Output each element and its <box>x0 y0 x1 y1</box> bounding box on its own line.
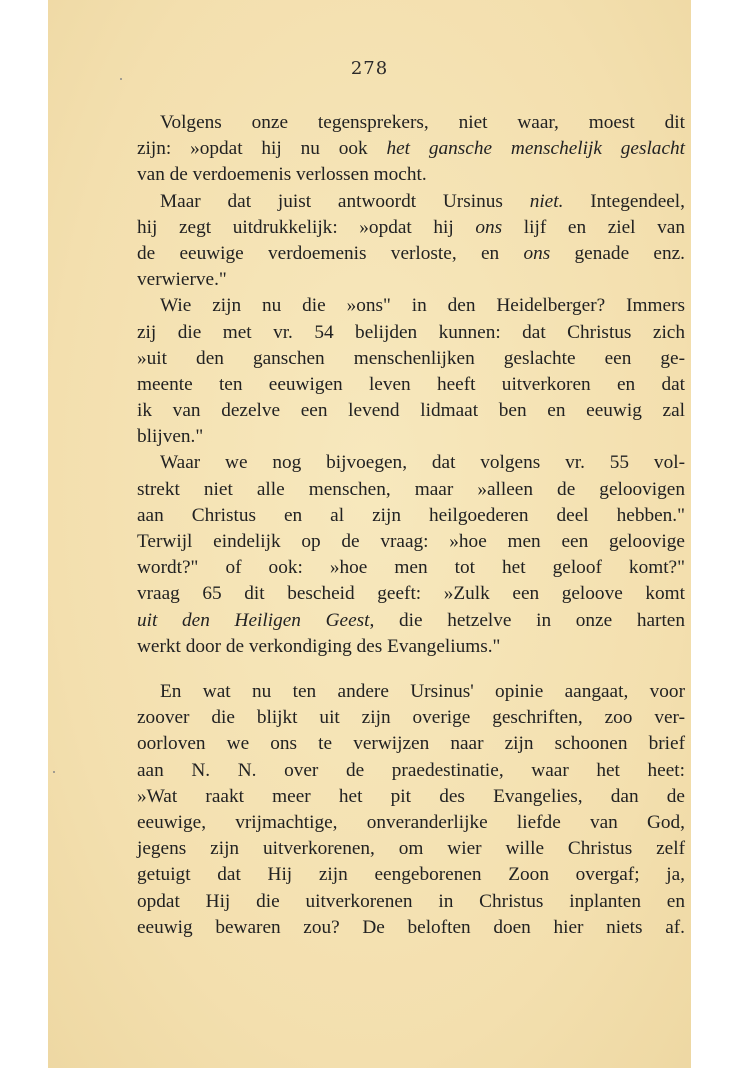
text-line <box>137 320 685 346</box>
text-run: zijn: »opdat hij nu ook <box>137 138 387 160</box>
italic-phrase: ons <box>475 216 503 238</box>
text-line <box>137 810 685 836</box>
paragraph-block-1 <box>137 110 685 660</box>
text-run: genade enz. <box>550 242 685 264</box>
text-line <box>137 862 685 888</box>
text-run: verwierve." <box>137 269 227 291</box>
text-line <box>137 346 685 372</box>
text-run: van de verdoemenis verlossen mocht. <box>137 164 427 186</box>
text-line <box>137 136 685 162</box>
text-line <box>137 162 685 188</box>
text-line <box>137 758 685 784</box>
italic-phrase: het gansche menschelijk geslacht <box>386 138 685 160</box>
text-run: vraag 65 dit bescheid geeft: »Zulk een geloove komt <box>137 583 685 605</box>
text-run: eeuwig bewaren zou? De beloften doen hier niets af. <box>137 916 685 938</box>
text-line <box>137 555 685 581</box>
text-run: aan N. N. over de praedestinatie, waar het heet: <box>137 759 685 781</box>
text-run: jegens zijn uitverkorenen, om wier wille Christus zelf <box>137 838 685 860</box>
text-line <box>137 784 685 810</box>
text-run: meente ten eeuwigen leven heeft uitverkoren en dat <box>137 373 685 395</box>
text-run: werkt door de verkondiging des Evangeliums." <box>137 635 501 657</box>
text-run: Terwijl eindelijk op de vraag: »hoe men een geloovige <box>137 531 685 552</box>
text-line <box>137 241 685 267</box>
text-run: oorloven we ons te verwijzen naar zijn schoonen brief <box>137 733 685 755</box>
text-line <box>137 705 685 731</box>
text-line <box>137 679 685 705</box>
text-run: Waar we nog bijvoegen, dat volgens vr. 55 vol- <box>160 452 685 474</box>
text-run: aan Christus en al zijn heilgoederen deel hebben." <box>137 504 685 526</box>
text-line <box>137 189 685 215</box>
text-run: Volgens onze tegensprekers, niet waar, moest dit <box>160 112 685 133</box>
text-line <box>137 581 685 607</box>
text-line <box>137 608 685 634</box>
paper-speck <box>53 771 55 773</box>
text-line <box>137 529 685 555</box>
text-run: zoover die blijkt uit zijn overige geschriften, zoo ver- <box>137 707 685 729</box>
text-run: »uit den ganschen menschenlijken geslachte een ge- <box>137 347 685 369</box>
italic-phrase: ons <box>523 242 551 264</box>
text-run: strekt niet alle menschen, maar »alleen de geloovigen <box>137 478 685 500</box>
text-run: hij zegt uitdrukkelijk: »opdat hij <box>137 216 476 238</box>
paper-speck <box>120 78 122 80</box>
book-page <box>48 0 691 1068</box>
text-line <box>137 477 685 503</box>
text-line <box>137 398 685 424</box>
text-line <box>137 503 685 529</box>
text-line <box>137 372 685 398</box>
text-run: wordt?" of ook: »hoe men tot het geloof komt?" <box>137 557 685 579</box>
text-run: Integendeel, <box>563 190 685 212</box>
text-line <box>137 293 685 319</box>
text-line <box>137 424 685 450</box>
text-run: getuigt dat Hij zijn eengeborenen Zoon overgaf; ja, <box>137 864 685 886</box>
italic-phrase: uit den Heiligen Geest <box>137 609 370 631</box>
text-run: blijven." <box>137 426 204 448</box>
page-number: 278 <box>350 58 389 79</box>
text-line <box>137 634 685 660</box>
text-line <box>137 450 685 476</box>
text-run: , die hetzelve in onze harten <box>369 609 686 631</box>
text-run: »Wat raakt meer het pit des Evangelies, dan de <box>137 785 685 807</box>
text-line <box>137 110 685 136</box>
text-line <box>137 215 685 241</box>
text-run: Maar dat juist antwoordt Ursinus <box>160 190 530 212</box>
text-line <box>137 889 685 915</box>
text-run: zij die met vr. 54 belijden kunnen: dat Christus zich <box>137 321 685 343</box>
text-line <box>137 731 685 757</box>
text-run: de eeuwige verdoemenis verloste, en <box>137 242 524 264</box>
text-run: Wie zijn nu die »ons" in den Heidelberger? Immers <box>160 295 685 317</box>
text-line <box>137 915 685 941</box>
text-run: lijf en ziel van <box>502 216 685 238</box>
text-run: opdat Hij die uitverkorenen in Christus inplanten en <box>137 890 685 912</box>
text-run: ik van dezelve een levend lidmaat ben en eeuwig zal <box>137 400 685 422</box>
text-line <box>137 267 685 293</box>
text-line <box>137 836 685 862</box>
paragraph-block-2 <box>137 679 685 941</box>
italic-phrase: niet. <box>529 190 564 212</box>
text-run: En wat nu ten andere Ursinus' opinie aangaat, voor <box>160 681 685 702</box>
text-run: eeuwige, vrijmachtige, onveranderlijke liefde van God, <box>137 811 685 833</box>
